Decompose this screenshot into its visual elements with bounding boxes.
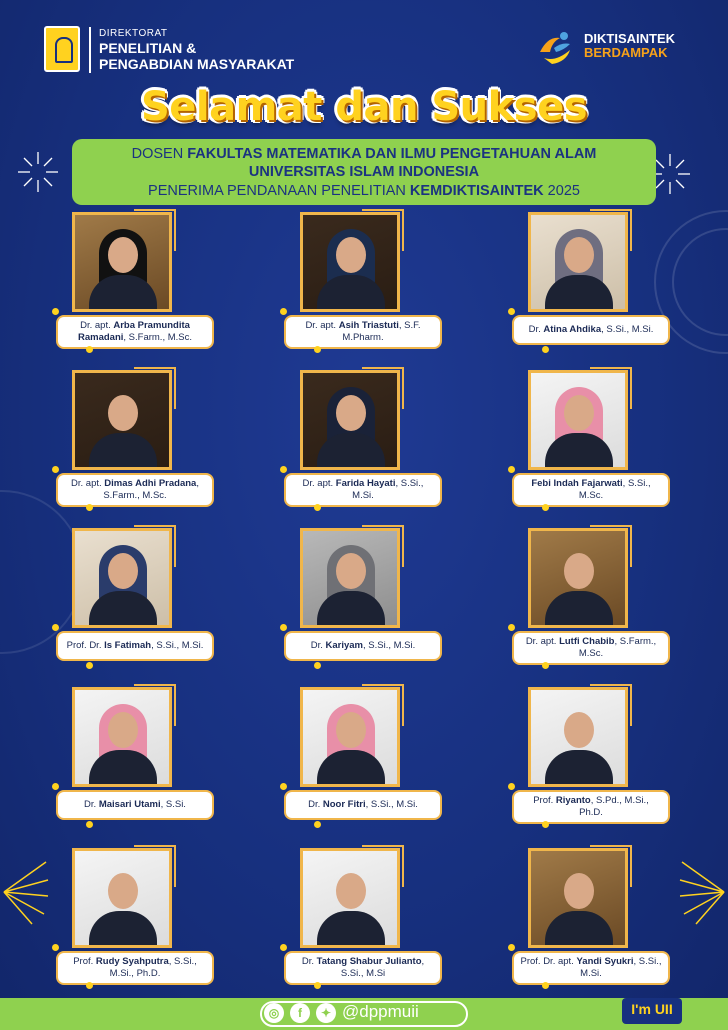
im-uii-text: I'm UII [631,1001,673,1017]
recipient-name-label [512,315,670,345]
recipient-name: Rudy Syahputra [95,956,169,967]
recipient-photo [300,687,400,787]
recipient-name-label [56,951,214,985]
sparkle-icon [16,150,60,194]
recipient-photo [300,370,400,470]
decor-dot [280,308,287,315]
recipient-degrees: , S.Farm., M.Sc. [103,478,199,501]
recipient-degrees: , S.Si., M.Si. [363,640,416,651]
social-handle[interactable]: @dppmuii [342,1002,419,1021]
recipient-photo [72,687,172,787]
decor-dot [314,982,321,989]
person-body [317,911,385,948]
recipient-name: Febi Indah Fajarwati [531,478,623,489]
person-face [336,395,366,431]
recipient-photo [528,528,628,628]
recipient-title-prefix: Dr. apt. [305,320,339,331]
person-face [336,553,366,589]
recipient-title-prefix: Dr. apt. [80,320,114,331]
recipient-title-prefix: Dr. [308,799,323,810]
instagram-icon[interactable]: ◎ [264,1003,284,1023]
firework-icon [0,858,50,928]
recipient-photo [300,848,400,948]
person-face [108,873,138,909]
decor-dot [280,466,287,473]
recipient-name-label [56,473,214,507]
person-body [545,750,613,787]
person-body [545,911,613,948]
banner-ministry: KEMDIKTISAINTEK [409,183,544,199]
recipient-name-label [512,790,670,824]
recipient-title-prefix: Prof. Dr. [66,640,105,651]
person-face [108,395,138,431]
person-body [89,433,157,470]
decor-dot [542,504,549,511]
recipient-title-prefix: Prof. Dr. apt. [520,956,577,967]
decor-dot [542,662,549,669]
person-face [336,712,366,748]
headline-banner [72,139,656,205]
banner-university: UNIVERSITAS ISLAM INDONESIA [248,164,480,180]
recipient-title-prefix: Prof. [73,956,96,967]
banner-faculty: FAKULTAS MATEMATIKA DAN ILMU PENGETAHUAN ALAM [187,146,597,162]
recipient-name: Tatang Shabur Julianto [316,956,422,967]
recipient-photo [528,370,628,470]
decor-dot [508,944,515,951]
decor-dot [542,346,549,353]
decor-dot [52,783,59,790]
decor-dot [86,504,93,511]
directorate-line1: PENELITIAN & [99,40,197,56]
diktisaintek-wordmark [584,32,675,60]
directorate-line2: PENGABDIAN MASYARAKAT [99,56,295,72]
diktisaintek-logo-icon [536,28,576,68]
banner-year: 2025 [543,183,580,199]
recipient-name-label [284,473,442,507]
recipient-name-label [56,631,214,661]
brand-line2: BERDAMPAK [584,45,668,60]
recipient-name: Riyanto [555,795,591,806]
recipient-name-label [284,951,442,985]
recipient-name: Kariyam [325,640,363,651]
recipient-name: Atina Ahdika [543,324,602,335]
decor-dot [314,662,321,669]
decor-dot [314,346,321,353]
recipient-name-label [512,473,670,507]
recipient-name: Asih Triastuti [338,320,399,331]
page-title: Selamat dan Sukses [140,84,588,130]
recipient-title-prefix: Prof. [533,795,556,806]
person-face [336,237,366,273]
recipient-title-prefix: Dr. apt. [525,636,560,647]
person-face [108,237,138,273]
recipient-title-prefix: Dr. [301,956,317,967]
recipient-name: Arba Pramundita Ramadani [77,320,190,343]
decor-dot [52,624,59,631]
recipient-photo [528,687,628,787]
person-face [564,712,594,748]
recipient-degrees: , S.Si., M.Si. [365,799,418,810]
person-body [89,911,157,948]
recipient-degrees: , S.Si., M.Si. [580,956,662,979]
recipient-photo [300,528,400,628]
recipient-degrees: , S.Si., M.Sc. [578,478,651,501]
recipient-degrees: , S.Si., M.Si [340,956,425,979]
brand-line1: DIKTISAINTEK [584,31,675,46]
recipient-name-label [284,631,442,661]
recipient-name: Is Fatimah [104,640,152,651]
person-face [108,553,138,589]
firework-icon [676,858,728,928]
recipient-photo [72,212,172,312]
decor-dot [86,821,93,828]
decor-dot [508,466,515,473]
banner-line3-prefix: PENERIMA PENDANAAN PENELITIAN [148,183,410,199]
recipient-degrees: , S.Si., M.Si. [601,324,654,335]
decor-dot [508,783,515,790]
recipient-photo [72,370,172,470]
recipient-degrees: , S.Farm., M.Sc. [123,332,193,343]
person-face [336,873,366,909]
recipient-name-label [56,315,214,349]
recipient-photo [528,848,628,948]
decor-dot [52,944,59,951]
recipient-name: Farida Hayati [335,478,396,489]
recipient-name-label [512,631,670,665]
decor-dot [86,982,93,989]
recipient-photo [72,528,172,628]
im-uii-badge [622,998,682,1024]
decor-dot [86,662,93,669]
recipient-name: Yandi Syukri [576,956,634,967]
decor-dot [280,944,287,951]
recipient-name: Lutfi Chabib [559,636,615,647]
decor-dot [542,982,549,989]
recipient-degrees: , S.Si., M.Si., Ph.D. [109,956,197,979]
person-face [564,237,594,273]
decor-dot [508,624,515,631]
twitter-icon[interactable]: ✦ [316,1003,336,1023]
decor-dot [314,821,321,828]
recipient-name-label [512,951,670,985]
facebook-icon[interactable]: f [290,1003,310,1023]
recipient-title-prefix: Dr. apt. [71,478,105,489]
decor-dot [508,308,515,315]
recipient-photo [528,212,628,312]
recipient-name-label [284,315,442,349]
header-divider [89,27,91,73]
banner-line1-prefix: DOSEN [131,146,188,162]
decor-dot [542,821,549,828]
decor-dot [314,504,321,511]
recipient-title-prefix: Dr. [84,799,99,810]
recipient-photo [72,848,172,948]
recipient-degrees: , S.Si. [160,799,186,810]
recipient-degrees: , S.Farm., M.Sc. [578,636,657,659]
directorate-small: DIREKTORAT [99,28,168,39]
uii-logo [44,26,80,72]
person-body [545,591,613,628]
directorate-name [99,28,294,72]
person-face [564,395,594,431]
recipient-degrees: , S.Si., M.Si. [352,478,424,501]
recipient-name: Noor Fitri [322,799,366,810]
recipient-title-prefix: Dr. [310,640,326,651]
person-face [108,712,138,748]
recipient-degrees: , S.F. M.Pharm. [342,320,421,343]
recipient-name: Dimas Adhi Pradana [104,478,197,489]
decor-dot [280,783,287,790]
person-face [564,553,594,589]
recipient-title-prefix: Dr. [528,324,544,335]
recipient-degrees: , S.Pd., M.Si., Ph.D. [579,795,649,818]
decor-dot [52,466,59,473]
recipient-photo [300,212,400,312]
recipient-name-label [284,790,442,820]
recipient-name: Maisari Utami [98,799,161,810]
decor-dot [52,308,59,315]
recipient-degrees: , S.Si., M.Si. [151,640,204,651]
recipient-name-label [56,790,214,820]
recipient-title-prefix: Dr. apt. [302,478,336,489]
person-face [564,873,594,909]
decor-dot [86,346,93,353]
decor-dot [280,624,287,631]
